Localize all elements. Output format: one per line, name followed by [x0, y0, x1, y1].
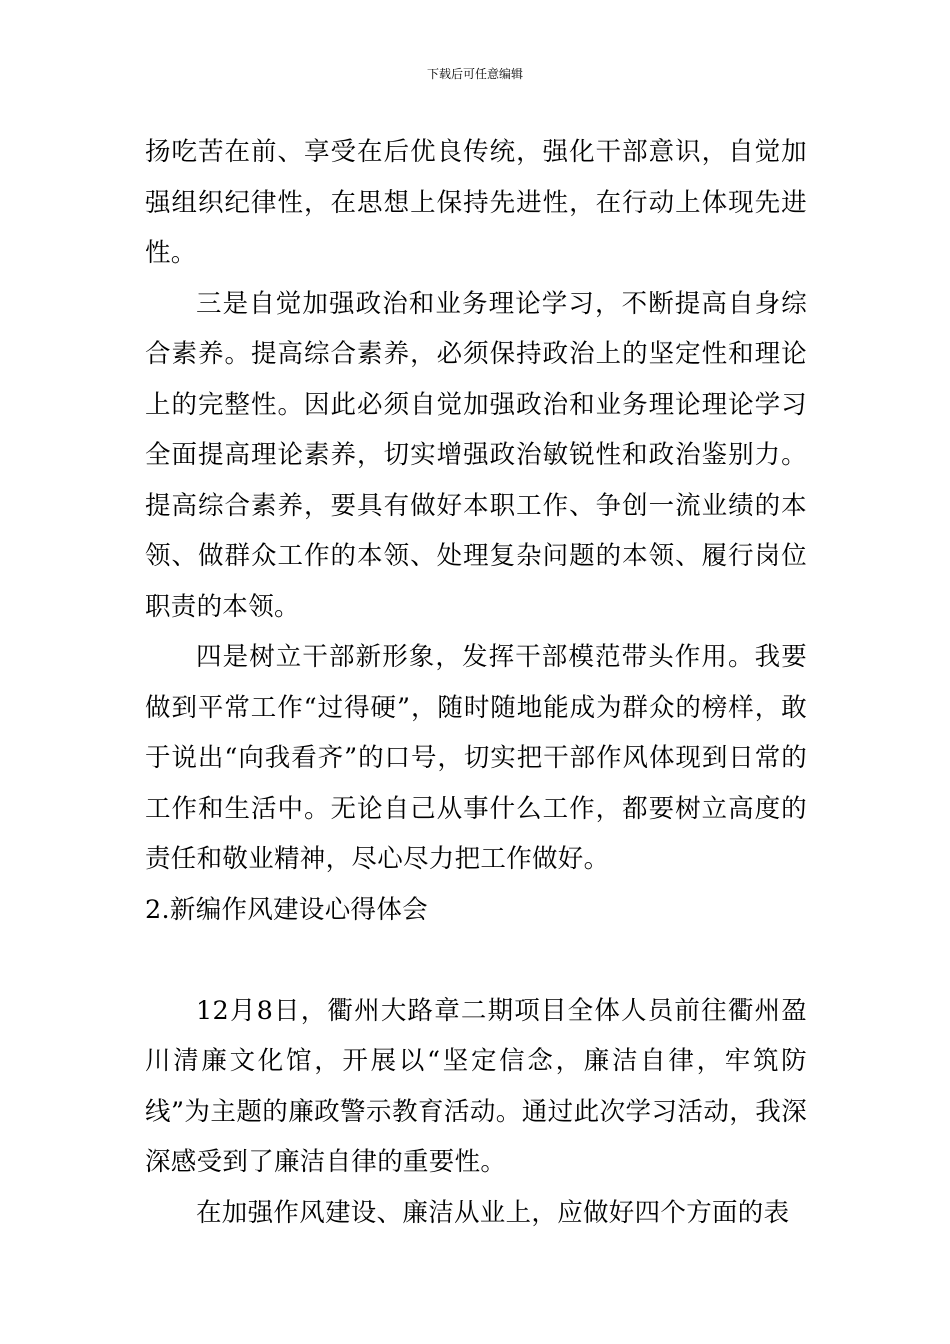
- document-body: [145, 127, 807, 1238]
- paragraph-continued: 扬吃苦在前、享受在后优良传统，强化干部意识，自觉加强组织纪律性，在思想上保持先进性，在行动上体现先进性。: [145, 137, 807, 268]
- paragraph-activity: 12月8日，衢州大路章二期项目全体人员前往衢州盈川清廉文化馆，开展以“坚定信念，廉洁自律，牢筑防线”为主题的廉政警示教育活动。通过此次学习活动，我深深感受到了廉洁自律的重要性。: [145, 995, 807, 1177]
- paragraph-point-three: 三是自觉加强政治和业务理论学习，不断提高自身综合素养。提高综合素养，必须保持政治上的坚定性和理论上的完整性。因此必须自觉加强政治和业务理论理论学习全面提高理论素养，切实增强政治敏锐性和政治鉴别力。提高综合素养，要具有做好本职工作、争创一流业绩的本领、做群众工作的本领、处理复杂问题的本领、履行岗位职责的本领。: [145, 288, 807, 622]
- section-heading: 2.新编作风建设心得体会: [145, 894, 428, 925]
- blank-line: [145, 935, 807, 986]
- paragraph-four-aspects: 在加强作风建设、廉洁从业上，应做好四个方面的表: [196, 1197, 790, 1228]
- page-header: 下载后可任意编辑: [426, 67, 523, 81]
- paragraph-point-four: 四是树立干部新形象，发挥干部模范带头作用。我要做到平常工作“过得硬”，随时随地能成为群众的榜样，敢于说出“向我看齐”的口号，切实把干部作风体现到日常的工作和生活中。无论自己从事什么工作，都要树立高度的责任和敬业精神，尽心尽力把工作做好。: [145, 642, 807, 874]
